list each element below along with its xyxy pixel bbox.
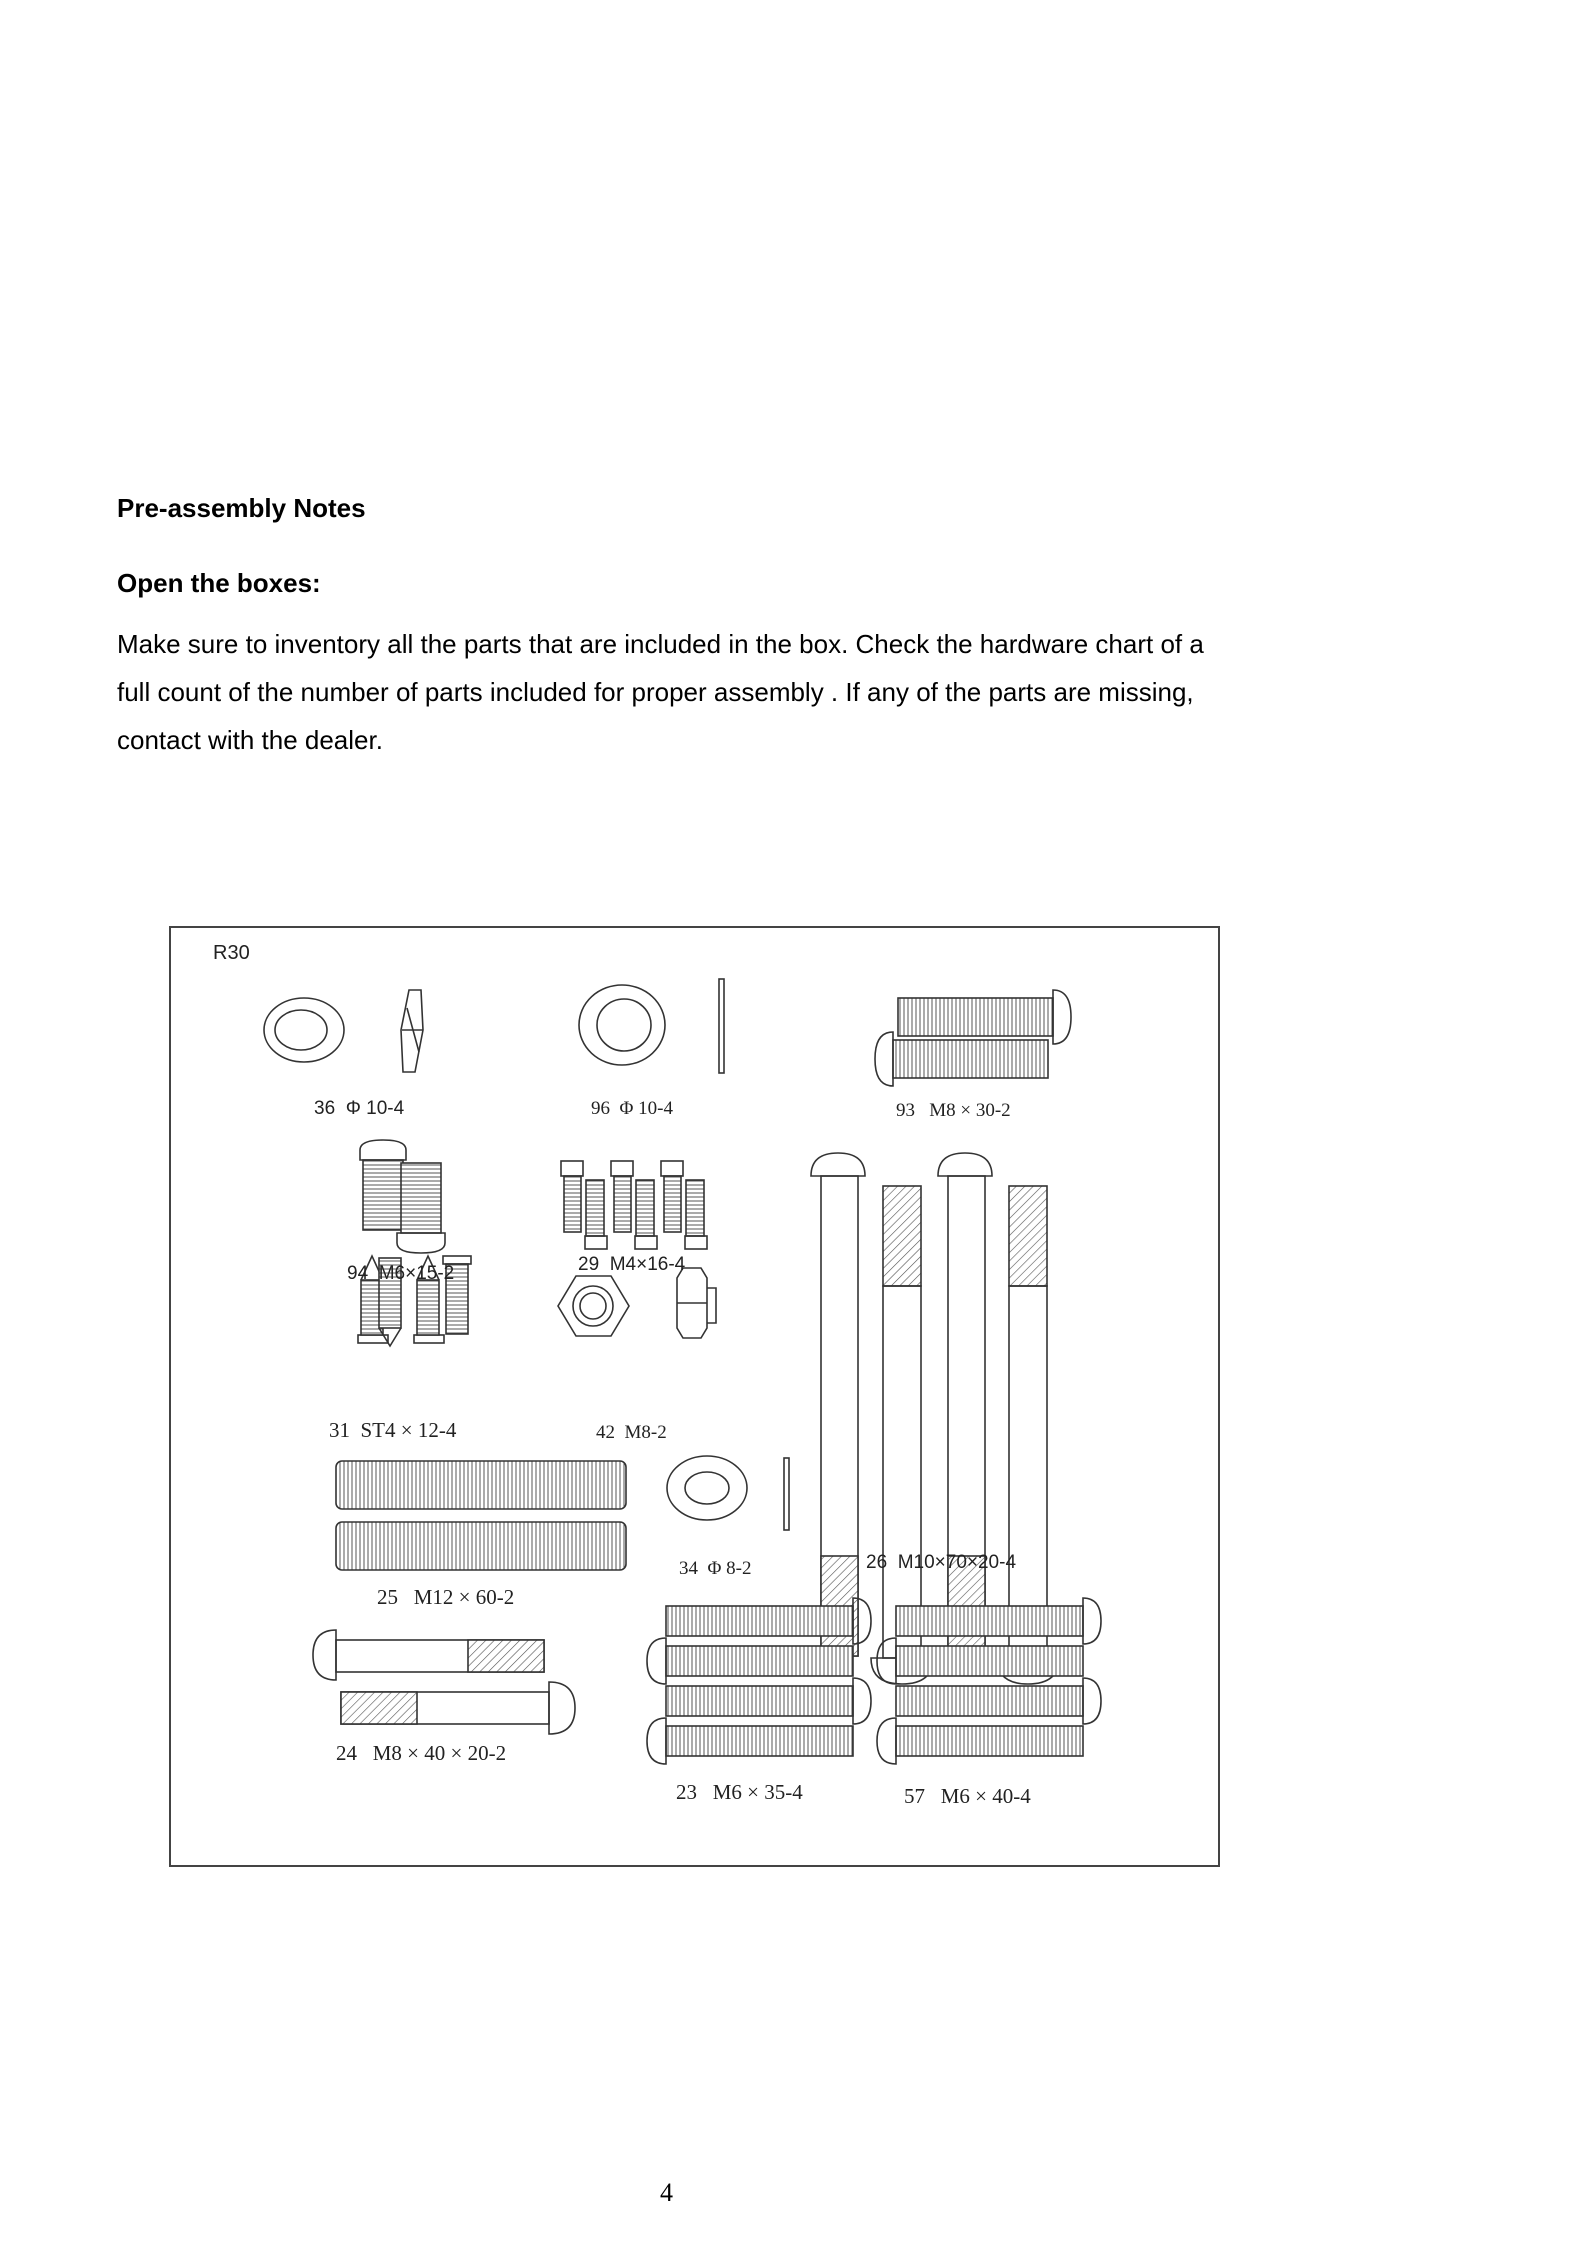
chart-code: R30 bbox=[213, 942, 250, 964]
part-94-label bbox=[347, 1263, 454, 1285]
part-93-drawing bbox=[875, 990, 1071, 1086]
part-25-label bbox=[377, 1585, 514, 1610]
part-id: 31 bbox=[329, 1418, 350, 1442]
part-57-label bbox=[904, 1784, 1031, 1809]
part-id: 26 bbox=[866, 1552, 888, 1573]
part-36-label bbox=[314, 1098, 404, 1120]
part-spec: ST4 × 12-4 bbox=[360, 1418, 457, 1442]
part-id: 93 bbox=[896, 1100, 915, 1121]
part-23-label bbox=[676, 1780, 803, 1805]
part-id: 23 bbox=[676, 1780, 697, 1804]
part-36-drawing bbox=[264, 990, 423, 1072]
part-25-drawing bbox=[336, 1461, 626, 1570]
part-spec: M6 × 35-4 bbox=[712, 1780, 803, 1804]
section-subheading: Open the boxes: bbox=[117, 568, 321, 598]
page-heading: Pre-assembly Notes bbox=[117, 493, 366, 523]
part-spec: Φ 8-2 bbox=[707, 1558, 752, 1579]
part-57-drawing bbox=[877, 1598, 1101, 1764]
part-spec: M6×15-2 bbox=[378, 1263, 455, 1284]
part-26-label bbox=[866, 1552, 1016, 1574]
part-id: 34 bbox=[679, 1558, 698, 1579]
part-26-drawing bbox=[811, 1153, 1059, 1684]
part-29-drawing bbox=[561, 1161, 707, 1249]
part-spec: M10×70×20-4 bbox=[897, 1552, 1017, 1573]
part-93-label bbox=[896, 1100, 1011, 1122]
part-34-drawing bbox=[667, 1456, 789, 1530]
part-id: 24 bbox=[336, 1741, 357, 1765]
part-42-drawing bbox=[558, 1268, 716, 1338]
part-spec: M12 × 60-2 bbox=[413, 1585, 515, 1609]
part-id: 57 bbox=[904, 1784, 925, 1808]
part-id: 96 bbox=[591, 1098, 610, 1119]
part-spec: M8-2 bbox=[624, 1422, 667, 1443]
part-spec: Φ 10-4 bbox=[345, 1098, 405, 1119]
part-spec: M6 × 40-4 bbox=[940, 1784, 1031, 1808]
part-94-drawing bbox=[360, 1140, 445, 1253]
part-29-label bbox=[578, 1254, 685, 1276]
part-34-label bbox=[679, 1558, 751, 1580]
part-spec: M4×16-4 bbox=[609, 1254, 686, 1275]
part-spec: Φ 10-4 bbox=[619, 1098, 673, 1119]
part-spec: M8 × 40 × 20-2 bbox=[372, 1741, 507, 1765]
part-id: 29 bbox=[578, 1254, 600, 1275]
part-42-label bbox=[596, 1422, 667, 1444]
hardware-illustrations bbox=[171, 928, 1218, 1865]
instructions-paragraph: Make sure to inventory all the parts that are included in the box. Check the hardware chart of a full count of the number of parts included for proper assembly . If any of the parts are missing, contact with the dealer. bbox=[117, 629, 1204, 755]
part-id: 94 bbox=[347, 1263, 369, 1284]
page-number: 4 bbox=[660, 2178, 673, 2207]
part-spec: M8 × 30-2 bbox=[929, 1100, 1011, 1121]
part-23-drawing bbox=[647, 1598, 871, 1764]
part-31-label bbox=[329, 1418, 456, 1443]
part-id: 25 bbox=[377, 1585, 398, 1609]
part-id: 36 bbox=[314, 1098, 336, 1119]
part-96-drawing bbox=[579, 979, 724, 1073]
part-24-label bbox=[336, 1741, 506, 1766]
part-96-label bbox=[591, 1098, 673, 1120]
hardware-chart bbox=[169, 926, 1220, 1867]
part-id: 42 bbox=[596, 1422, 615, 1443]
part-24-drawing bbox=[313, 1630, 575, 1734]
